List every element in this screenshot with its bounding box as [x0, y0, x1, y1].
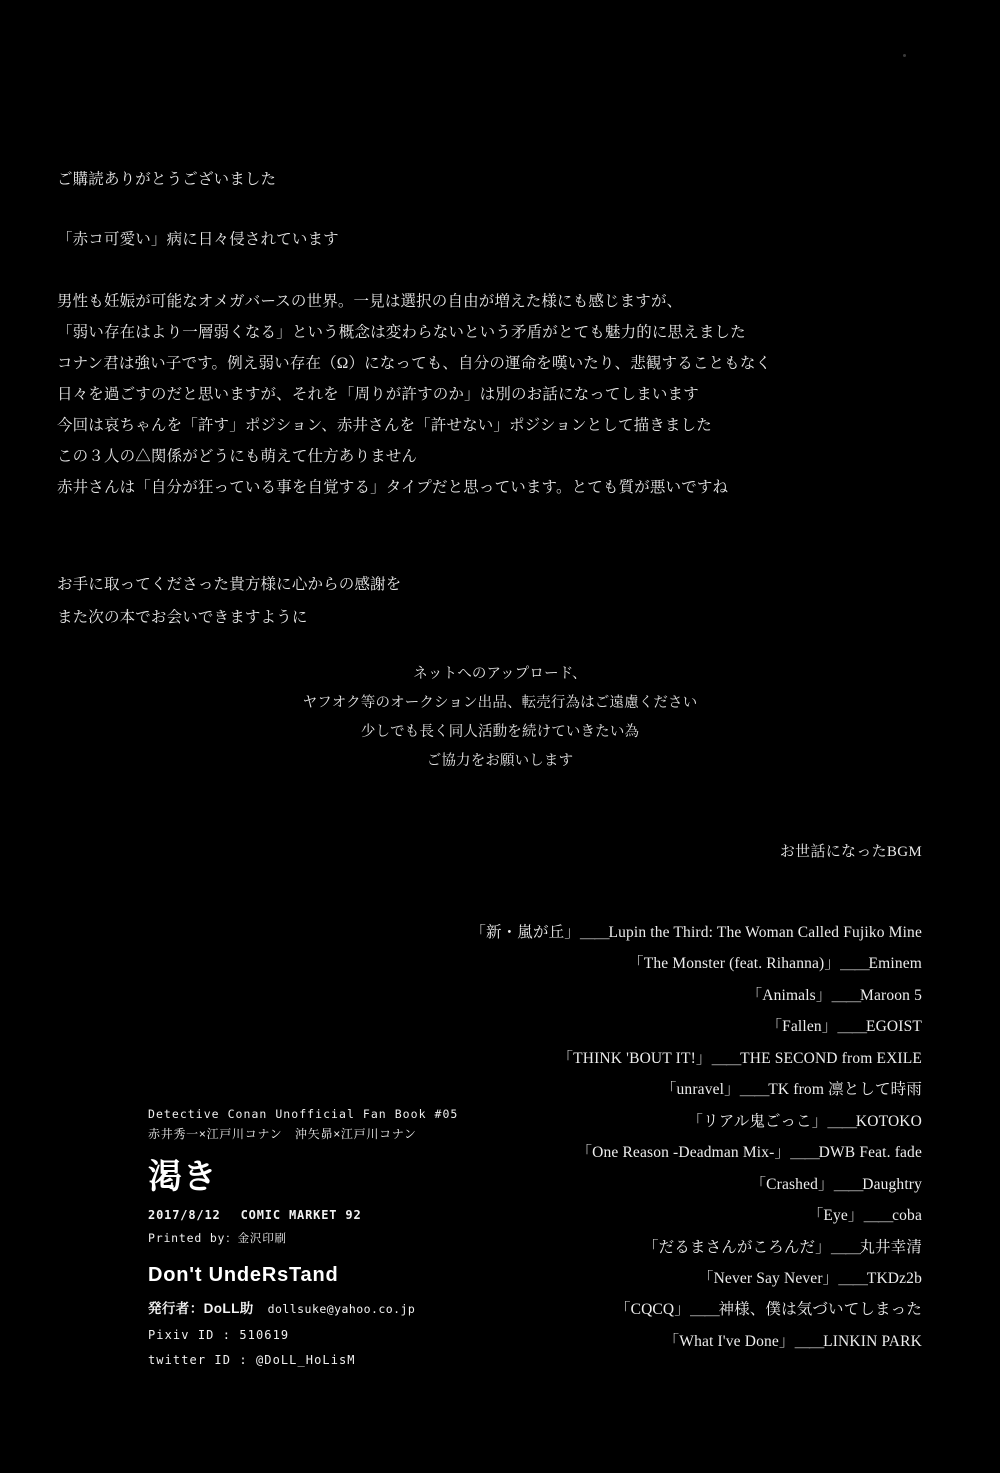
- afterword-thanks-line: また次の本でお会いできますように: [57, 608, 308, 626]
- book-title: 渇き: [148, 1157, 218, 1196]
- bgm-separator: ＿＿: [837, 1018, 866, 1036]
- author-line: [148, 1297, 568, 1317]
- bgm-separator: ＿＿: [827, 1112, 856, 1130]
- bgm-separator: ＿＿: [689, 1301, 719, 1319]
- bgm-artist: TK from 凛として時雨: [768, 1081, 922, 1099]
- bgm-list-item: [402, 980, 922, 1011]
- bgm-artist: 丸井幸清: [859, 1238, 922, 1256]
- notice-line: ヤフオク等のオークション出品、転売行為はご遠慮ください: [302, 695, 698, 711]
- notice-line: ネットへのアップロード、: [413, 666, 587, 682]
- colophon-section: [148, 1105, 568, 1367]
- bgm-song: 「Never Say Never」: [697, 1269, 839, 1287]
- afterword-thanks: [57, 569, 817, 634]
- bgm-separator: ＿＿: [739, 1081, 769, 1099]
- bgm-artist: Eminem: [868, 955, 922, 973]
- afterword-section: [57, 168, 817, 634]
- bgm-song: 「新・嵐が丘」: [470, 924, 580, 941]
- bgm-artist: DWB Feat. fade: [818, 1144, 922, 1162]
- afterword-greeting: ご購読ありがとうございました: [57, 171, 277, 188]
- afterword-thanks-line: お手に取ってくださった貴方様に心からの感謝を: [57, 576, 402, 594]
- upload-notice: [245, 660, 755, 776]
- twitter-id[interactable]: twitter ID : @DoLL_HoLisM: [148, 1352, 356, 1367]
- bgm-artist: THE SECOND from EXILE: [740, 1049, 922, 1067]
- circle-name: Don't UndeRsTand: [148, 1263, 339, 1286]
- bgm-song: 「CQCQ」: [614, 1301, 690, 1319]
- bgm-song: 「unravel」: [660, 1081, 740, 1099]
- afterword-body: [57, 286, 817, 503]
- notice-line: 少しでも長く同人活動を続けていきたい為: [360, 724, 640, 740]
- bgm-song: 「What I've Done」: [663, 1332, 795, 1350]
- afterword-illness-line: 「赤コ可愛い」病に日々侵されています: [57, 231, 339, 249]
- bgm-title: お世話になったBGM: [779, 844, 922, 860]
- bgm-separator: ＿＿: [711, 1049, 741, 1067]
- bgm-separator: ＿＿: [790, 1144, 819, 1162]
- bgm-separator: ＿＿: [831, 986, 861, 1004]
- bgm-separator: ＿＿: [833, 1175, 863, 1193]
- bgm-separator: ＿＿: [863, 1207, 893, 1225]
- afterword-body-line: コナン君は強い子です。例え弱い存在（Ω）になっても、自分の運命を嘆いたり、悲観することもなく: [57, 355, 772, 373]
- bgm-song: 「Fallen」: [766, 1018, 838, 1036]
- bgm-list-item: [402, 948, 922, 979]
- bgm-artist: TKDz2b: [866, 1269, 922, 1287]
- pairing-label: 赤井秀一×江戸川コナン 沖矢昴×江戸川コナン: [148, 1127, 417, 1142]
- bgm-separator: ＿＿: [579, 924, 609, 941]
- event-name: COMIC MARKET 92: [240, 1207, 362, 1222]
- afterword-body-line: 「弱い存在はより一層弱くなる」という概念は変わらないという矛盾がとても魅力的に思えました: [57, 324, 746, 342]
- bgm-song: 「Animals」: [746, 986, 832, 1004]
- bgm-artist: EGOIST: [865, 1018, 922, 1036]
- bgm-song: 「The Monster (feat. Rihanna)」: [628, 955, 841, 973]
- afterword-body-line: この３人の△関係がどうにも萌えて仕方ありません: [57, 448, 418, 466]
- bgm-artist: Lupin the Third: The Woman Called Fujiko Mine: [608, 924, 922, 941]
- bgm-song: 「リアル鬼ごっこ」: [687, 1112, 828, 1130]
- bgm-separator: ＿＿: [830, 1238, 860, 1256]
- publication-info: [148, 1208, 568, 1222]
- bgm-song: 「One Reason -Deadman Mix-」: [576, 1144, 791, 1162]
- bgm-artist: Daughtry: [862, 1175, 922, 1193]
- pixiv-id[interactable]: Pixiv ID : 510619: [148, 1327, 290, 1342]
- afterword-body-line: 男性も妊娠が可能なオメガバースの世界。一見は選択の自由が増えた様にも感じますが、: [57, 293, 683, 311]
- email-address[interactable]: dollsuke@yahoo.co.jp: [267, 1301, 416, 1316]
- bgm-artist: coba: [892, 1207, 922, 1225]
- bgm-separator: ＿＿: [794, 1332, 824, 1350]
- bgm-song: 「THINK 'BOUT IT!」: [557, 1049, 712, 1067]
- afterword-body-line: 赤井さんは「自分が狂っている事を自覚する」タイプだと思っています。とても質が悪いですね: [57, 479, 729, 497]
- bgm-list-item: [402, 1011, 922, 1042]
- bgm-artist: KOTOKO: [855, 1112, 922, 1130]
- bgm-artist: 神様、僕は気づいてしまった: [718, 1301, 922, 1319]
- notice-line: ご協力をお願いします: [426, 753, 574, 769]
- bgm-list-item: [402, 1043, 922, 1074]
- afterword-body-line: 今回は哀ちゃんを「許す」ポジション、赤井さんを「許せない」ポジションとして描きました: [57, 417, 712, 435]
- bgm-list-item: [402, 1074, 922, 1105]
- publication-date: 2017/8/12: [148, 1207, 221, 1222]
- bgm-separator: ＿＿: [840, 955, 869, 973]
- bgm-song: 「Crashed」: [750, 1175, 834, 1193]
- dust-speck: [903, 54, 906, 57]
- bgm-song: 「Eye」: [807, 1207, 864, 1225]
- bgm-separator: ＿＿: [838, 1269, 867, 1287]
- bgm-artist: LINKIN PARK: [823, 1332, 922, 1350]
- bgm-list-item: [402, 917, 922, 948]
- series-label: Detective Conan Unofficial Fan Book #05: [148, 1107, 459, 1121]
- author-label: 発行者：DoLL助: [148, 1300, 254, 1316]
- afterword-body-line: 日々を過ごすのだと思いますが、それを「周りが許すのか」は別のお話になってしまいます: [57, 386, 699, 404]
- bgm-artist: Maroon 5: [860, 986, 922, 1004]
- bgm-song: 「だるまさんがころんだ」: [642, 1238, 831, 1256]
- printer-label: Printed by：金沢印刷: [148, 1230, 287, 1245]
